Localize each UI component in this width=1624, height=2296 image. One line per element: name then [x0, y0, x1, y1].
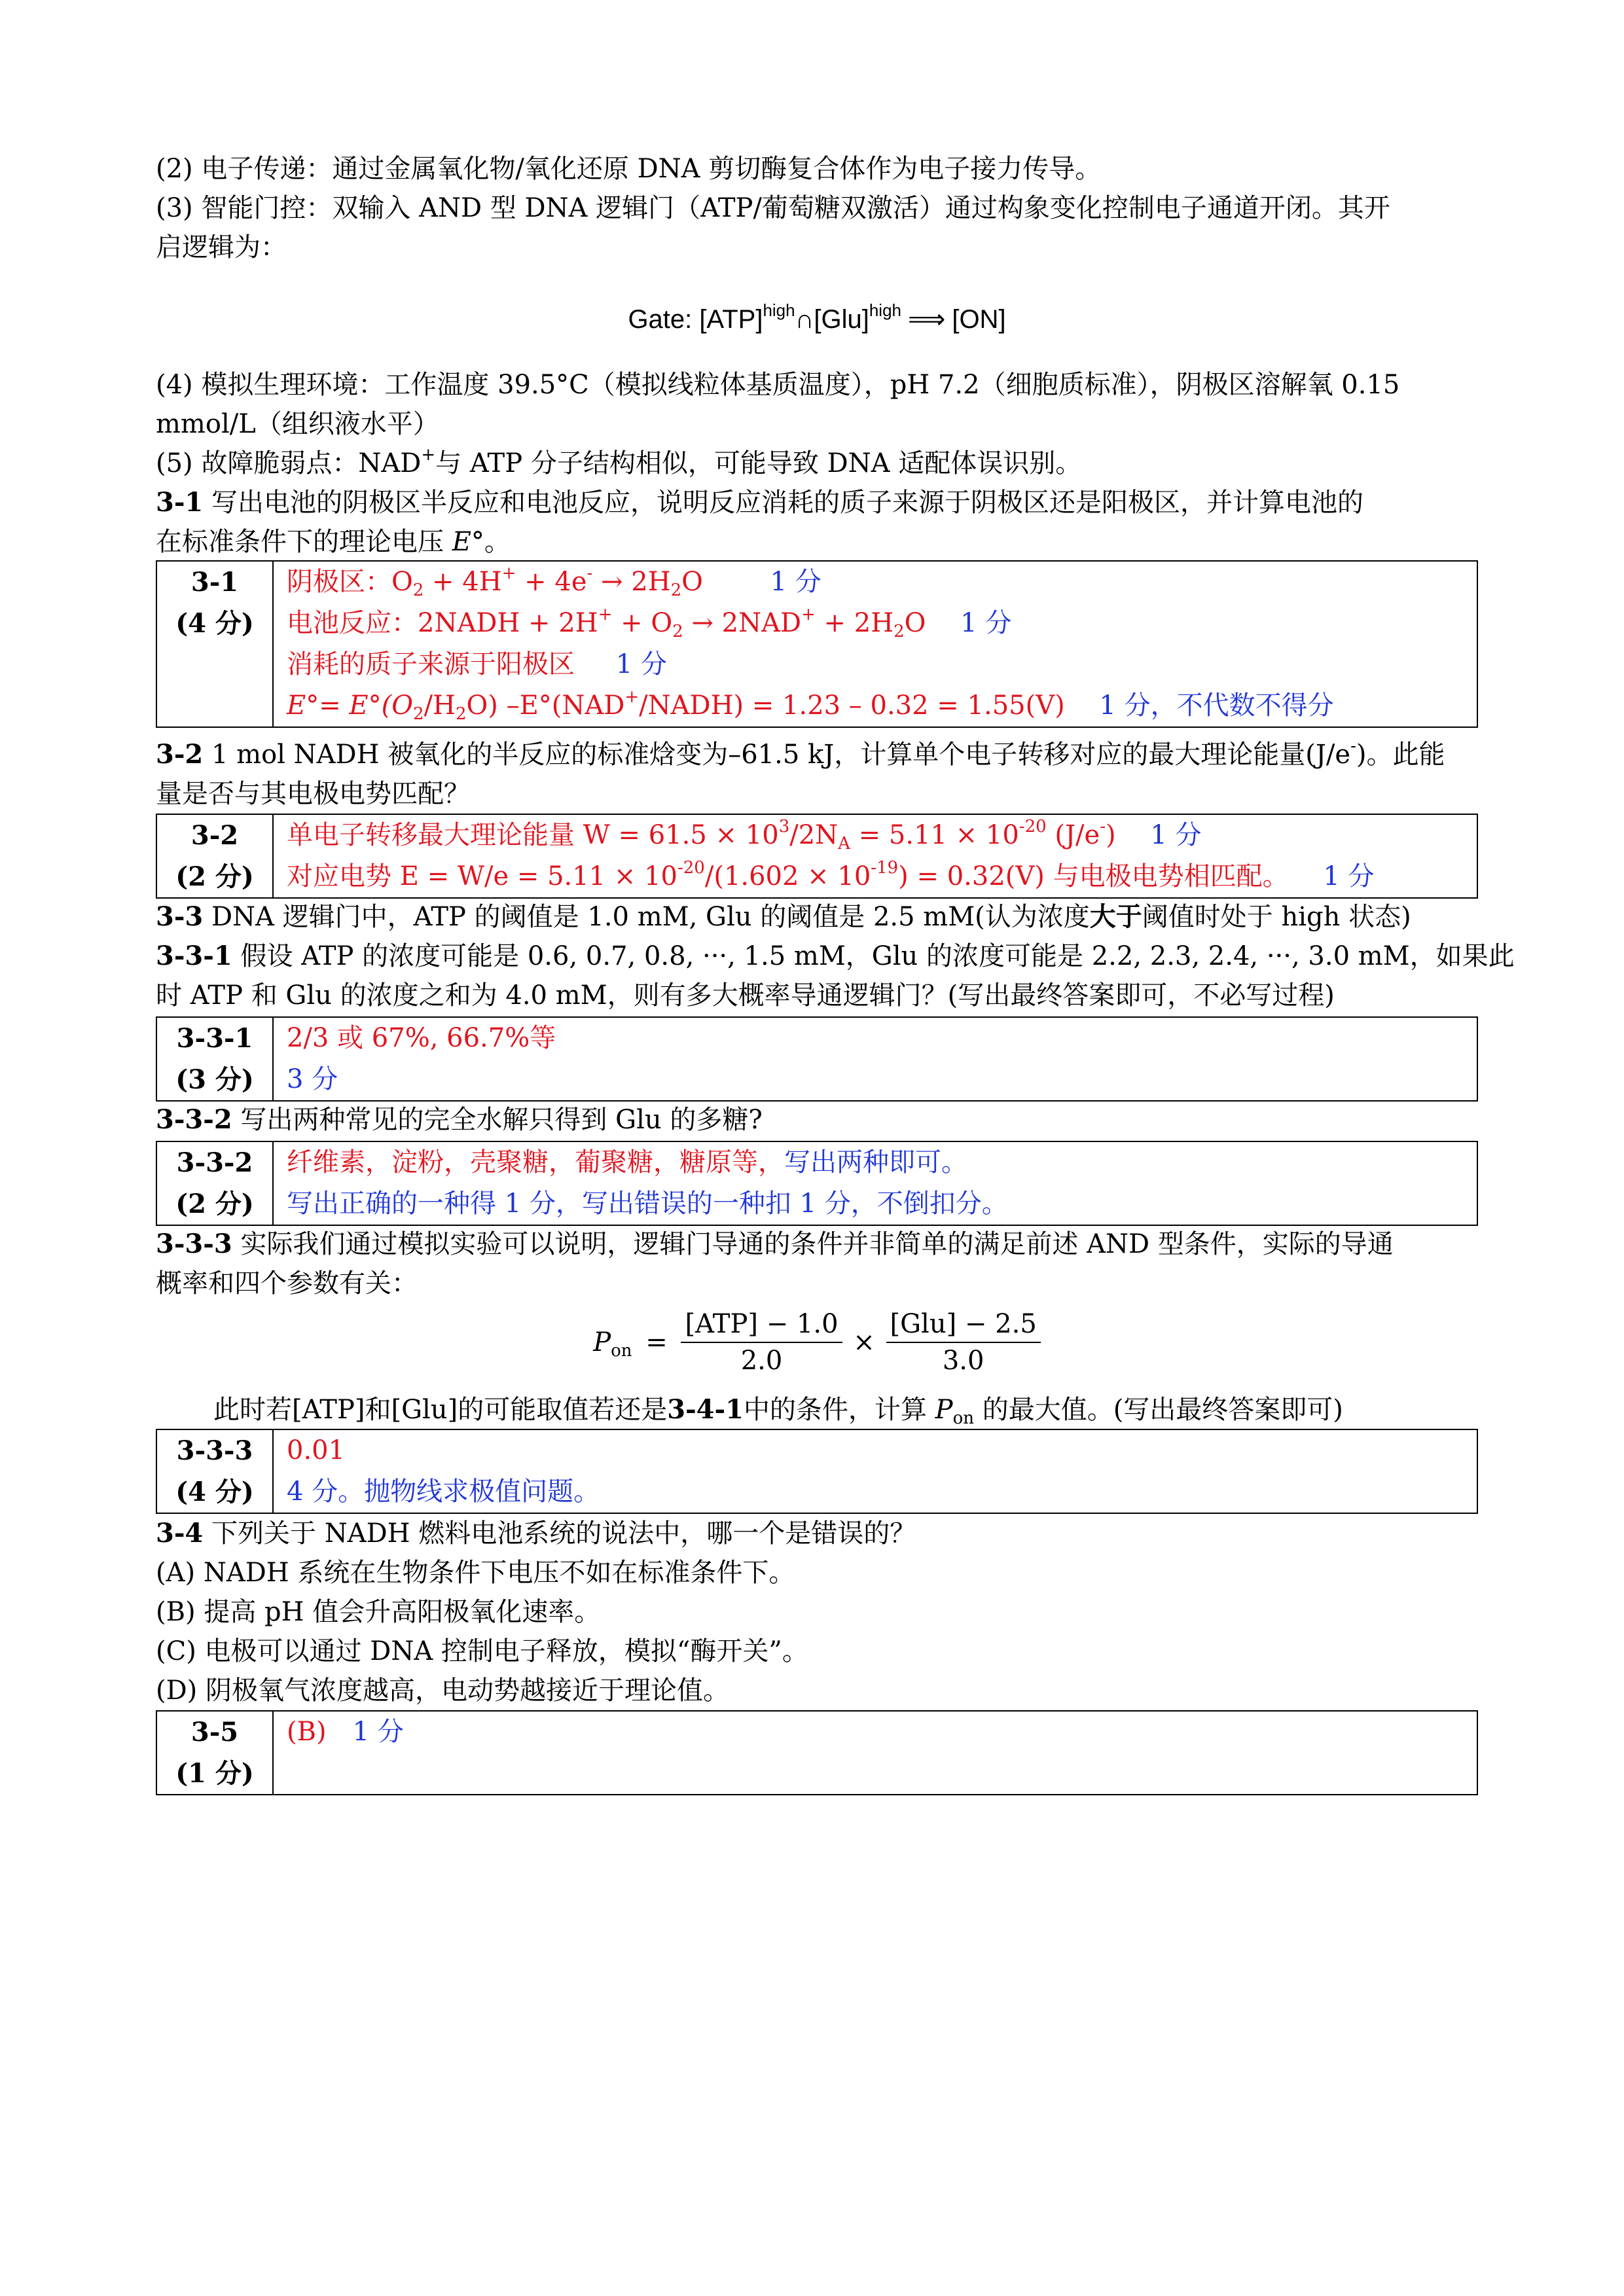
answer-content-3-1	[273, 561, 1477, 727]
answer-content-3-3-1: 2/3 或 67%, 66.7%等 3 分	[273, 1017, 1477, 1101]
answer-box-3-3-2	[156, 1141, 1478, 1226]
question-3-4: 3-4 下列关于 NADH 燃料电池系统的说法中，哪一个是错误的？	[156, 1518, 916, 1549]
intro-point-5: (5) 故障脆弱点：NAD+与 ATP 分子结构相似，可能导致 DNA 适配体误识别。	[156, 445, 1082, 478]
option-d: (D) 阴极氧气浓度越高，电动势越接近于理论值。	[156, 1676, 729, 1706]
answer-label-3-1: 3-1 (4 分)	[156, 561, 273, 727]
intro-point-4-line1: (4) 模拟生理环境：工作温度 39.5°C（模拟线粒体基质温度），pH 7.2（细胞质标准），阴极区溶解氧 0.15	[156, 370, 1400, 400]
answer-3-2-energy: 单电子转移最大理论能量 $W = 61.5 \times 10^3/2N_A = 5.11 \times 10^{-20}$ (J/e-) 1 分	[287, 817, 1202, 853]
intro-point-2: (2) 电子传递：通过金属氧化物/氧化还原 DNA 剪切酶复合体作为电子接力传导。	[156, 154, 1102, 184]
option-b: (B) 提高 pH 值会升高阳极氧化速率。	[156, 1597, 601, 1627]
answer-3-1-proton: 消耗的质子来源于阳极区 1 分	[287, 649, 667, 679]
answer-content-3-2	[273, 814, 1477, 898]
answer-box-3-3-3	[156, 1429, 1478, 1514]
answer-label-3-5: 3-5 (1 分)	[156, 1711, 273, 1795]
option-c: (C) 电极可以通过 DNA 控制电子释放，模拟“酶开关”。	[156, 1636, 808, 1666]
answer-3-1-cathode: 阴极区：$O_2 + 4H^+ + 4e^- \to 2H_2O$ 1 分	[287, 564, 821, 600]
answer-box-3-1	[156, 560, 1478, 728]
question-3-3-3-line3: 此时若[ATP]和[Glu]的可能取值若还是3-4-1中的条件，计算 $P_{on}$ 的最大值。(写出最终答案即可)	[213, 1394, 1343, 1428]
question-3-3-3-line2: 概率和四个参数有关：	[156, 1268, 418, 1299]
question-3-3: 3-3 DNA 逻辑门中，ATP 的阈值是 1.0 mM, Glu 的阈值是 2.5 mM(认为浓度大于阈值时处于 high 状态)	[156, 901, 1411, 932]
answer-3-2-potential: 对应电势 $E = W/e = 5.11 \times 10^{-20}/(1.602 \times 10^{-19}) = 0.32(V)$ 与电极电势相匹配。 1 分	[287, 858, 1375, 891]
answer-label-3-3-3: 3-3-3 (4 分)	[156, 1429, 273, 1513]
intro-point-4-line2: mmol/L（组织液水平）	[156, 409, 439, 439]
question-3-3-1-line1: 3-3-1 假设 ATP 的浓度可能是 0.6, 0.7, 0.8, ···, 1.5 mM，Glu 的浓度可能是 2.2, 2.3, 2.4, ···, 3.0 mM，如果此	[156, 941, 1515, 971]
question-3-2-line1: 3-2 1 mol NADH 被氧化的半反应的标准焓变为–61.5 kJ，计算单个电子转移对应的最大理论能量(J/e-)。此能	[156, 736, 1445, 770]
question-3-3-3-line1: 3-3-3 实际我们通过模拟实验可以说明，逻辑门导通的条件并非简单的满足前述 AND 型条件，实际的导通	[156, 1229, 1394, 1259]
answer-content-3-3-3: 0.01 4 分。抛物线求极值问题。	[273, 1429, 1477, 1513]
intro-point-3-line1: (3) 智能门控：双输入 AND 型 DNA 逻辑门（ATP/葡萄糖双激活）通过构象变化控制电子通道开闭。其开	[156, 193, 1390, 223]
answer-box-3-5	[156, 1710, 1478, 1795]
question-3-1-line1: 3-1 写出电池的阴极区半反应和电池反应，说明反应消耗的质子来源于阴极区还是阳极区，并计算电池的	[156, 487, 1363, 518]
answer-content-3-3-2: 纤维素，淀粉，壳聚糖，葡聚糖，糖原等，写出两种即可。 写出正确的一种得 1 分，写出错误的一种扣 1 分，不倒扣分。	[273, 1141, 1477, 1225]
intro-point-3-line2: 启逻辑为：	[156, 232, 287, 262]
question-3-3-2: 3-3-2 写出两种常见的完全水解只得到 Glu 的多糖?	[156, 1104, 763, 1135]
answer-label-3-3-2: 3-3-2 (2 分)	[156, 1141, 273, 1225]
gate-formula: Gate: [ATP]$^{high}$∩[Glu]$^{high}$ ⟹ [ON]	[628, 300, 1006, 334]
option-a: (A) NADH 系统在生物条件下电压不如在标准条件下。	[156, 1558, 795, 1588]
question-3-1-line2: 在标准条件下的理论电压 E°。	[156, 527, 511, 557]
answer-box-3-2	[156, 814, 1478, 899]
answer-label-3-2: 3-2 (2 分)	[156, 814, 273, 898]
answer-box-3-3-1	[156, 1016, 1478, 1102]
answer-3-1-cell: 电池反应：2NADH + $2H^+ + O_2 \to 2NAD^+ + 2H_2O$ 1 分	[287, 605, 1012, 641]
question-3-3-1-line2: 时 ATP 和 Glu 的浓度之和为 4.0 mM，则有多大概率导通逻辑门？(写出最终答案即可，不必写过程)	[156, 980, 1335, 1011]
answer-content-3-5: (B) 1 分	[273, 1711, 1477, 1795]
question-3-2-line2: 量是否与其电极电势匹配？	[156, 779, 470, 809]
answer-3-1-voltage: $E^\circ= E^\circ(O_2/H_2O)$ –E°(NAD+/NADH) = 1.23 – 0.32 = 1.55(V) 1 分，不代数不得分	[287, 687, 1334, 724]
probability-formula: $P_{on}$ = $\frac{\text{[ATP] − 1.0}}{2.0}$ × $\frac{\text{[Glu] − 2.5}}{3.0}$	[156, 1306, 1478, 1378]
answer-label-3-3-1: 3-3-1 (3 分)	[156, 1017, 273, 1101]
